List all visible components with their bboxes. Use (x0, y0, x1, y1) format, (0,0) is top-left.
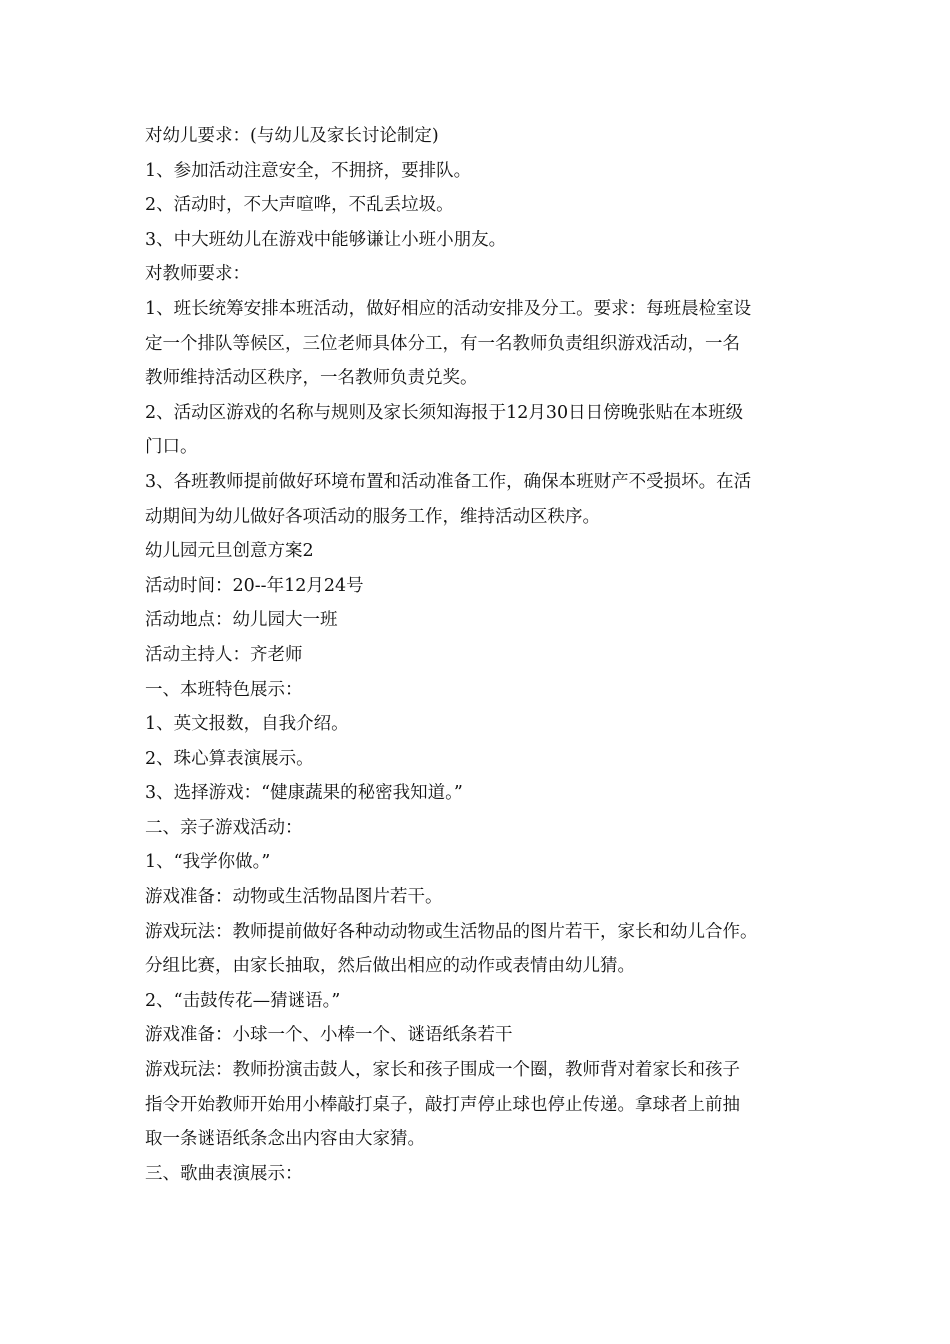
text-line: 活动地点：幼儿园大一班 (145, 610, 338, 631)
section-heading: 一、本班特色展示： (145, 679, 303, 700)
text-line: 3、中大班幼儿在游戏中能够谦让小班小朋友。 (145, 229, 507, 250)
text-line: 1、参加活动注意安全，不拥挤，要排队。 (145, 160, 472, 181)
text-line: 对教师要求： (145, 264, 250, 285)
text-line: 2、珠心算表演展示。 (145, 748, 314, 769)
text-line: 门口。 (145, 437, 198, 458)
text-line: 游戏玩法：教师提前做好各种动动物或生活物品的图片若干，家长和幼儿合作。 (145, 921, 758, 942)
text-line: 动期间为幼儿做好各项活动的服务工作，维持活动区秩序。 (145, 506, 600, 527)
section-heading: 二、亲子游戏活动： (145, 817, 303, 838)
section-heading: 三、歌曲表演展示： (145, 1163, 303, 1184)
text-line: 教师维持活动区秩序，一名教师负责兑奖。 (145, 368, 478, 389)
text-line: 活动时间：20--年12月24号 (145, 575, 364, 596)
document-body (145, 119, 835, 1191)
text-line: 2、活动时，不大声喧哗，不乱丢垃圾。 (145, 195, 454, 216)
text-line: 游戏玩法：教师扮演击鼓人，家长和孩子围成一个圈，教师背对着家长和孩子 (145, 1060, 740, 1081)
text-line: 2、“击鼓传花—猜谜语。” (145, 990, 341, 1011)
text-line: 游戏准备：小球一个、小棒一个、谜语纸条若干 (145, 1025, 513, 1046)
text-line: 1、英文报数，自我介绍。 (145, 714, 349, 735)
text-line: 1、班长统筹安排本班活动，做好相应的活动安排及分工。要求：每班晨检室设 (145, 298, 752, 319)
text-line: 游戏准备：动物或生活物品图片若干。 (145, 887, 443, 908)
text-line: 分组比赛，由家长抽取，然后做出相应的动作或表情由幼儿猜。 (145, 956, 635, 977)
text-line: 3、选择游戏：“健康蔬果的秘密我知道。” (145, 783, 463, 804)
text-line: 2、活动区游戏的名称与规则及家长须知海报于12月30日日傍晚张贴在本班级 (145, 402, 744, 423)
text-line: 3、各班教师提前做好环境布置和活动准备工作，确保本班财产不受损坏。在活 (145, 471, 752, 492)
text-line: 1、“我学你做。” (145, 852, 271, 873)
text-line: 定一个排队等候区，三位老师具体分工，有一名教师负责组织游戏活动，一名 (145, 333, 740, 354)
text-line: 取一条谜语纸条念出内容由大家猜。 (145, 1129, 425, 1150)
section-title: 幼儿园元旦创意方案2 (145, 541, 314, 562)
text-line: 活动主持人：齐老师 (145, 644, 303, 665)
text-line: 对幼儿要求：(与幼儿及家长讨论制定) (145, 126, 439, 146)
text-line: 指令开始教师开始用小棒敲打桌子，敲打声停止球也停止传递。拿球者上前抽 (145, 1094, 740, 1115)
